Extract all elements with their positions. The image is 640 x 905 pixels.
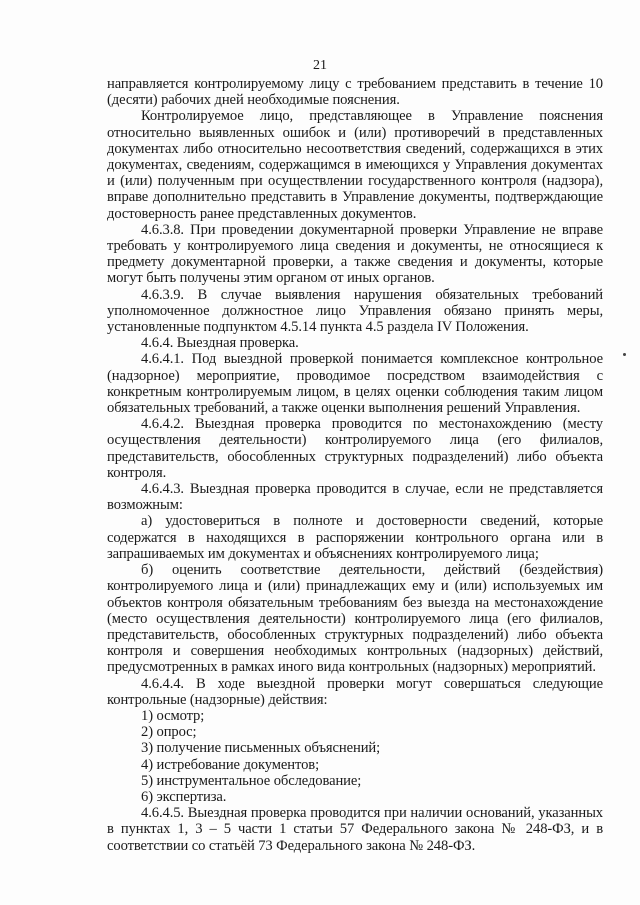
paragraph-4-6-4-1: 4.6.4.1. Под выездной проверкой понимается комплексное контрольное (надзорное) мероприятие, проводимое посредством взаимодействия с конкретным контролируемым лицом, в целях оценки соблюдения таким лицом обязательных требований, а также оценки выполнения решений Управления. (107, 351, 603, 417)
list-item: 4) истребование документов; (141, 756, 320, 773)
scan-speck (623, 353, 626, 356)
list-item: 3) получение письменных объяснений; (141, 740, 381, 757)
paragraph-4-6-4-4: 4.6.4.4. В ходе выездной проверки могут совершаться следующие контрольные (надзорные) действия: (107, 675, 603, 708)
paragraph-4-6-4-3: 4.6.4.3. Выездная проверка проводится в случае, если не представляется возможным: (107, 481, 603, 514)
paragraph-4-6-3-9: 4.6.3.9. В случае выявления нарушения обязательных требований уполномоченное должностное лицо Управления обязано принять меры, установленные подпунктом 4.5.14 пункта 4.5 раздела IV Положения. (107, 286, 603, 336)
list-item: 6) экспертиза. (141, 788, 227, 805)
paragraph-4-6-4-2: 4.6.4.2. Выездная проверка проводится по местонахождению (месту осуществления деятельности) контролируемого лица (его филиалов, представительств, обособленных структурных подразделений) либо объекта контроля. (107, 416, 603, 481)
list-item: 2) опрос; (141, 724, 197, 741)
document-body (107, 76, 603, 854)
paragraph-explanations: Контролируемое лицо, представляющее в Управление пояснения относительно выявленных ошибок и (или) противоречий в представленных документах либо относительно несоответствия сведений, содержащихся в этих документах, сведениям, содержащимся в имеющихся у Управления документах и (или) полученным при осуществлении государственного контроля (надзора), вправе дополнительно представить в Управление документы, подтверждающие достоверность ранее представленных документов. (107, 108, 603, 222)
list-item: 1) осмотр; (141, 707, 205, 724)
paragraph-item-a: а) удостовериться в полноте и достоверности сведений, которые содержатся в находящихся в распоряжении контрольного органа или в запрашиваемых им документах и объяснениях контролируемого лица; (107, 513, 603, 562)
list-item: 5) инструментальное обследование; (141, 772, 362, 789)
page-number: 21 (313, 58, 327, 73)
actions-list (107, 708, 603, 805)
paragraph-4-6-4-heading: 4.6.4. Выездная проверка. (141, 335, 299, 352)
paragraph-4-6-4-5: 4.6.4.5. Выездная проверка проводится при наличии оснований, указанных в пунктах 1, 3 – 5 части 1 статьи 57 Федерального закона № 248-ФЗ, и в соответствии со статьёй 73 Федерального закона № 248-ФЗ. (107, 805, 603, 854)
paragraph-item-b: б) оценить соответствие деятельности, действий (бездействия) контролируемого лица и (или) принадлежащих ему и (или) используемых им объектов контроля обязательным требованиям без выезда на местонахождение (место осуществления деятельности) контролируемого лица (его филиалов, представительств, обособленных структурных подразделений) либо объекта контроля и совершения необходимых контрольных (надзорных) действий, предусмотренных в рамках иного вида контрольных (надзорных) мероприятий. (107, 562, 603, 676)
paragraph-continuation: направляется контролируемому лицу с требованием представить в течение 10 (десяти) рабочих дней необходимые пояснения. (107, 76, 603, 109)
paragraph-4-6-3-8: 4.6.3.8. При проведении документарной проверки Управление не вправе требовать у контролируемого лица сведения и документы, не относящиеся к предмету документарной проверки, а также сведения и документы, которые могут быть получены этим органом от иных органов. (107, 221, 603, 287)
